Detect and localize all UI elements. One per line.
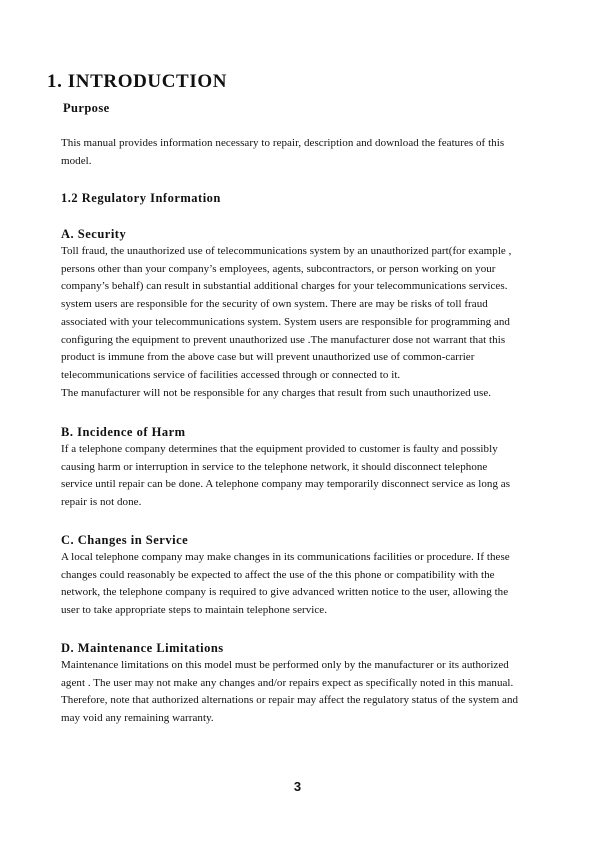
text-line: model.: [61, 154, 92, 167]
section-heading-harm: B. Incidence of Harm: [61, 425, 186, 439]
text-line: Therefore, note that authorized alternations or repair may affect the regulatory status of the system and: [61, 694, 519, 707]
text-line: If a telephone company determines that the equipment provided to customer is faulty and possibly: [61, 443, 498, 455]
text-line: system users are responsible for the security of own system. There are may be risks of toll fraud: [61, 298, 488, 311]
text-line: network, the telephone company is required to give advanced written notice to the user, allowing the: [61, 586, 509, 599]
text-line: This manual provides information necessary to repair, description and download the features of this: [61, 137, 505, 149]
section-body-harm: [61, 441, 561, 512]
text-line: telecommunications service of facilities accessed through or connected to it.: [61, 368, 401, 381]
text-line: The manufacturer will not be responsible for any charges that result from such unauthorized use.: [61, 386, 492, 399]
text-line: configuring the equipment to prevent unauthorized use .The manufacturer dose not warrant that this: [61, 333, 506, 346]
text-line: Maintenance limitations on this model must be performed only by the manufacturer or its authorized: [61, 659, 509, 671]
text-line: Toll fraud, the unauthorized use of telecommunications system by an unauthorized part(for example ,: [61, 245, 512, 257]
text-line: repair is not done.: [61, 496, 142, 509]
intro-paragraph: [61, 135, 561, 170]
page-number: 3: [293, 779, 302, 794]
text-line: product is immune from the above case but will prevent unauthorized use of common-carrier: [61, 351, 475, 364]
text-line: causing harm or interruption in service to the telephone network, it should disconnect telephone: [61, 460, 488, 473]
section-body-maintenance: [61, 657, 561, 728]
text-line: user to take appropriate steps to maintain telephone service.: [61, 604, 328, 617]
purpose-heading: Purpose: [63, 101, 110, 115]
page-title: 1. INTRODUCTION: [47, 71, 228, 92]
text-line: agent . The user may not make any changes and/or repairs expect as specifically noted in this manual.: [61, 676, 514, 689]
section-body-changes: [61, 549, 561, 620]
text-line: may void any remaining warranty.: [61, 712, 214, 725]
section-heading-maintenance: D. Maintenance Limitations: [61, 641, 224, 655]
text-line: associated with your telecommunications system. System users are responsible for programming and: [61, 315, 510, 328]
text-line: service until repair can be done. A telephone company may temporarily disconnect service as long as: [61, 478, 511, 491]
section-heading-security: A. Security: [61, 227, 127, 241]
regulatory-heading: 1.2 Regulatory Information: [61, 191, 221, 205]
text-line: A local telephone company may make changes in its communications facilities or procedure. If these: [61, 551, 510, 563]
text-line: persons other than your company’s employees, agents, subcontractors, or person working on your: [61, 262, 496, 275]
text-line: company’s behalf) can result in substantial additional charges for your telecommunications services.: [61, 280, 508, 293]
section-body-security: [61, 243, 561, 402]
text-line: changes could reasonably be expected to affect the use of the this phone or compatibility with the: [61, 568, 495, 581]
section-heading-changes: C. Changes in Service: [61, 533, 189, 547]
